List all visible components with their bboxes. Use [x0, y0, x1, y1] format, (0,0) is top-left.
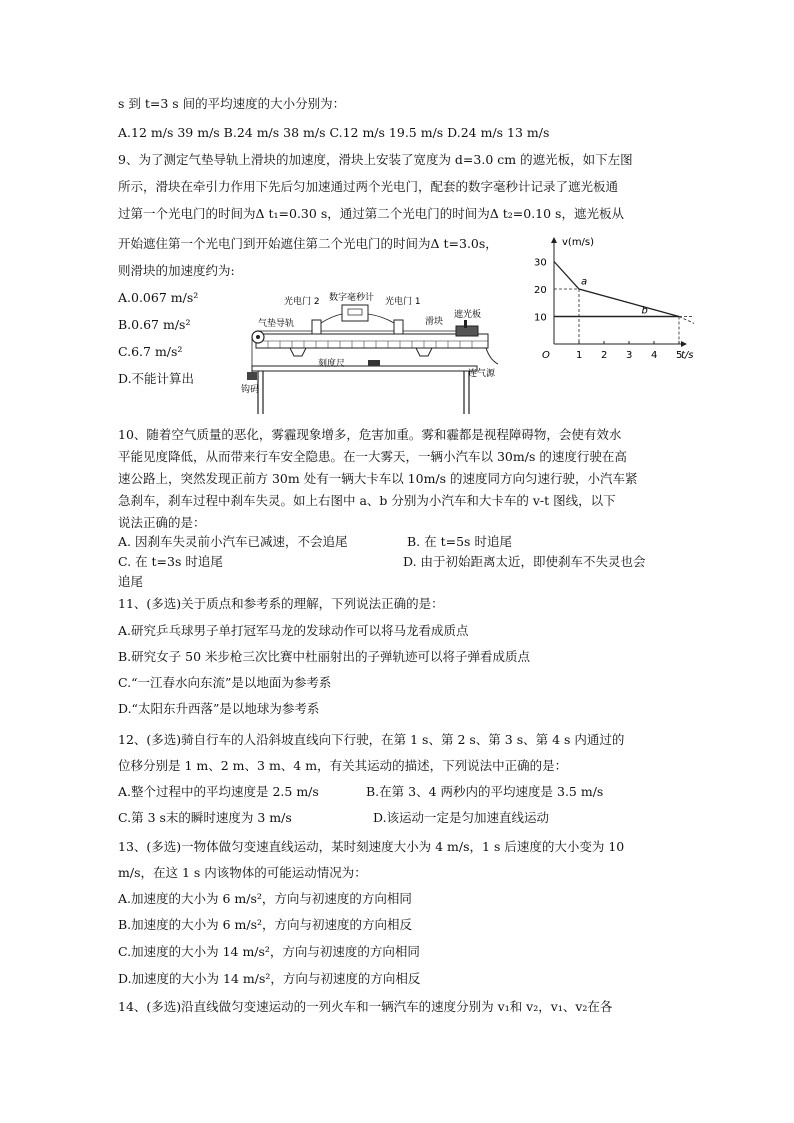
q11-stem: 11、(多选)关于质点和参考系的理解，下列说法正确的是： [118, 596, 444, 611]
q13-line-2: m/s，在这 1 s 内该物体的可能运动情况为： [118, 865, 367, 880]
x-tick-label: 1 [576, 350, 583, 361]
shade-plate [464, 320, 467, 328]
q9-line-1: 9、为了测定气垫导轨上滑块的加速度，滑块上安装了宽度为 d=3.0 cm 的遮光板，如下左图 [118, 152, 633, 167]
q10-line-5: 说法正确的是： [118, 515, 206, 530]
label-track: 气垫导轨 [258, 319, 295, 329]
x-axis-label: t/s [681, 350, 694, 361]
q12-option-d: D.该运动一定是匀加速直线运动 [373, 810, 550, 825]
y-tick-label: 10 [534, 312, 547, 324]
x-tick-label: 3 [626, 350, 633, 361]
q9-option-c: C.6.7 m/s² [118, 344, 183, 359]
q13-option-b: B.加速度的大小为 6 m/s²，方向与初速度的方向相反 [118, 917, 413, 932]
air-track-diagram [228, 290, 498, 416]
x-tick-label: 5 [676, 350, 683, 361]
label-shade: 遮光板 [454, 310, 482, 320]
track-support [416, 348, 432, 356]
label-slider: 滑块 [425, 317, 444, 327]
weight-block [247, 372, 257, 380]
label-ruler: 刻度尺 [318, 359, 346, 369]
q10-option-d: D. 由于初始距离太近，即使刹车不失灵也会 [403, 554, 646, 569]
q13-option-c: C.加速度的大小为 14 m/s²，方向与初速度的方向相同 [118, 944, 420, 959]
q10-line-2: 平能见度降低，从而带来行车安全隐患。在一大雾天，一辆小汽车以 30m/s 的速度行驶在高 [118, 449, 627, 464]
line-1: s 到 t=3 s 间的平均速度的大小分别为： [118, 96, 346, 111]
label-gate1: 光电门 1 [385, 297, 421, 307]
q13-option-a: A.加速度的大小为 6 m/s²，方向与初速度的方向相同 [118, 891, 412, 906]
q10-option-c: C. 在 t=3s 时追尾 [118, 554, 223, 569]
table-top [252, 366, 477, 371]
q9-line-3: 过第一个光电门的时间为Δ t₁=0.30 s，通过第二个光电门的时间为Δ t₂=0.10 s，遮光板从 [118, 206, 624, 221]
q10-option-d-cont: 追尾 [118, 574, 144, 589]
series-a-label: a [581, 276, 588, 288]
q9-option-d: D.不能计算出 [118, 371, 195, 386]
photo-gate-1 [394, 320, 403, 334]
label-weight: 钩码 [241, 385, 260, 395]
label-gate2: 光电门 2 [284, 297, 320, 307]
q13-line-1: 13、(多选)一物体做匀变速直线运动，某时刻速度大小为 4 m/s，1 s 后速度的大小变为 10 [118, 839, 625, 854]
q10-option-b: B. 在 t=5s 时追尾 [407, 534, 512, 549]
q11-option-c: C.“一江春水向东流”是以地面为参考系 [118, 675, 332, 690]
origin-label: O [542, 350, 550, 361]
vt-chart [528, 232, 698, 364]
q11-option-a: A.研究乒乓球男子单打冠军马龙的发球动作可以将马龙看成质点 [118, 623, 469, 638]
q9-line-5: 则滑块的加速度约为: [118, 263, 235, 278]
q10-line-4: 急刹车，刹车过程中刹车失灵。如上右图中 a、b 分别为小汽车和大卡车的 v-t 图线，以下 [118, 493, 616, 508]
q14-line-1: 14、(多选)沿直线做匀变速运动的一列火车和一辆汽车的速度分别为 v₁和 v₂，v₁、v₂在各 [118, 999, 613, 1014]
q9-line-2: 所示，滑块在牵引力作用下先后匀加速通过两个光电门，配套的数字毫秒计记录了遮光板通 [118, 179, 619, 194]
photo-gate-2 [312, 320, 321, 334]
q12-option-a: A.整个过程中的平均速度是 2.5 m/s [118, 784, 319, 799]
y-axis-label: v(m/s) [562, 237, 595, 248]
air-hose [486, 348, 498, 364]
ruler-block [368, 360, 380, 366]
q12-line-1: 12、(多选)骑自行车的人沿斜坡直线向下行驶，在第 1 s、第 2 s、第 3 s、第 4 s 内通过的 [118, 732, 625, 747]
y-tick-label: 20 [534, 285, 547, 296]
q10-line-1: 10、随着空气质量的恶化，雾霾现象增多，危害加重。雾和霾都是视程障碍物，会使有效水 [118, 427, 622, 442]
q10-option-a: A. 因刹车失灵前小汽车已减速，不会追尾 [118, 534, 348, 549]
q13-option-d: D.加速度的大小为 14 m/s²，方向与初速度的方向相反 [118, 971, 421, 986]
q12-option-b: B.在第 3、4 两秒内的平均速度是 3.5 m/s [366, 784, 604, 799]
x-tick-label: 2 [601, 350, 608, 361]
label-air: 连气源 [468, 369, 496, 379]
q11-option-d: D.“太阳东升西落”是以地球为参考系 [118, 701, 320, 716]
q11-option-b: B.研究女子 50 米步枪三次比赛中杜丽射出的子弹轨迹可以将子弹看成质点 [118, 649, 531, 664]
q8-options: A.12 m/s 39 m/s B.24 m/s 38 m/s C.12 m/s 19.5 m/s D.24 m/s 13 m/s [118, 125, 550, 140]
series-a-extension [679, 317, 694, 324]
series-b-label: b [641, 305, 648, 317]
x-tick-label: 4 [651, 350, 658, 361]
q9-line-4: 开始遮住第一个光电门到开始遮住第二个光电门的时间为Δ t=3.0s， [118, 236, 498, 251]
label-timer: 数字毫秒计 [329, 293, 375, 303]
q12-option-c: C.第 3 s末的瞬时速度为 3 m/s [118, 810, 292, 825]
q9-option-b: B.0.67 m/s² [118, 317, 191, 332]
q12-line-2: 位移分别是 1 m、2 m、3 m、4 m，有关其运动的描述，下列说法中正确的是： [118, 758, 568, 773]
q9-option-a: A.0.067 m/s² [118, 290, 199, 305]
y-tick-label: 30 [534, 257, 547, 269]
track-support [290, 348, 306, 356]
series-a-line [554, 262, 679, 317]
q10-line-3: 速公路上，突然发现正前方 30m 处有一辆大卡车以 10m/s 的速度同方向匀速行驶，小汽车紧 [118, 471, 638, 486]
